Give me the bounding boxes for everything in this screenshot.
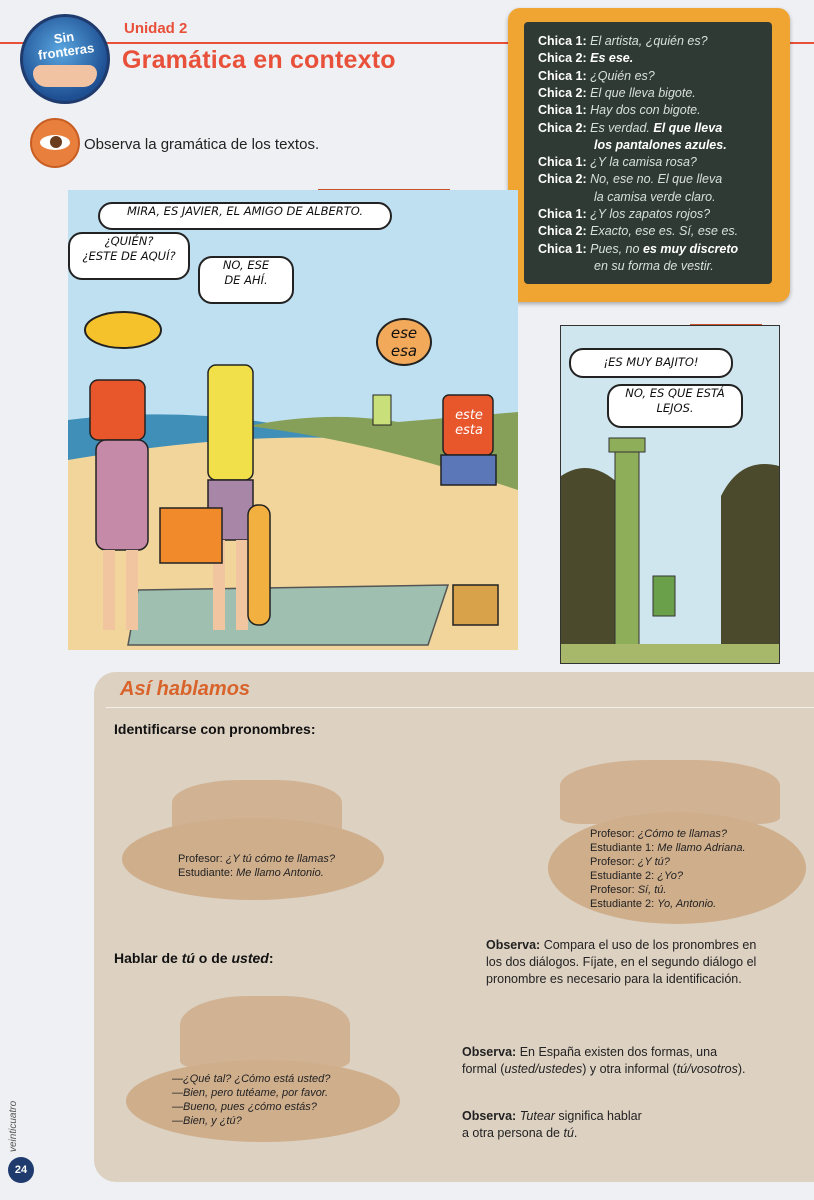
heading-part: usted xyxy=(231,950,269,966)
dialog-text: Sí, tú. xyxy=(637,884,667,896)
speaker-label: Chica 1: xyxy=(538,155,587,170)
observa-text: usted/ustedes xyxy=(504,1062,583,1076)
chalkboard-line xyxy=(594,190,716,204)
dialog-line xyxy=(178,866,335,880)
dialog-line: —Bien, y ¿tú? xyxy=(172,1115,242,1127)
bubble-line: NO, ES QUE ESTÁ xyxy=(625,386,725,400)
line-text: No, ese no. El que lleva xyxy=(590,172,723,187)
ball-word: ese xyxy=(390,324,418,342)
observa-text: . xyxy=(573,1126,578,1140)
eye-icon xyxy=(30,118,80,168)
dialog-text: ¿Yo? xyxy=(657,870,683,882)
chalkboard-line xyxy=(594,259,714,273)
line-text: Exacto, ese es. Sí, ese es. xyxy=(590,224,739,239)
dialog-text: Me llamo Antonio. xyxy=(236,867,324,879)
line-text: Pues, no xyxy=(590,241,640,256)
observa-text: tú xyxy=(563,1126,574,1140)
observa-label: Observa: xyxy=(462,1109,517,1123)
chalkboard-line xyxy=(538,155,697,169)
dialog-speaker: Estudiante: xyxy=(178,867,234,879)
speaker-label: Chica 1: xyxy=(538,103,587,118)
line-emphasis: Es ese. xyxy=(590,51,634,66)
beach-comic xyxy=(68,190,518,650)
ball-word: esa xyxy=(390,342,418,360)
observa-label: Observa: xyxy=(462,1045,517,1059)
instruction-text: Observa la gramática de los textos. xyxy=(84,136,320,153)
dialog-speaker: Estudiante 1: xyxy=(590,842,655,854)
people-silhouette xyxy=(560,760,780,824)
shirt-label xyxy=(446,408,492,438)
shirt-word: este xyxy=(455,408,483,423)
chalkboard-line xyxy=(538,69,655,83)
speaker-label: Chica 2: xyxy=(538,172,587,187)
chalkboard-line xyxy=(538,207,710,221)
speaker-label: Chica 2: xyxy=(538,224,587,239)
dialog-line xyxy=(590,869,746,883)
observa-text: ). xyxy=(737,1062,746,1076)
observa-text: formal ( xyxy=(462,1062,505,1076)
line-text: la camisa verde claro. xyxy=(594,189,716,204)
observa-text: Compara el uso de los pronombres en xyxy=(543,938,757,952)
speech-bubble-top: MIRA, ES JAVIER, EL AMIGO DE ALBERTO. xyxy=(98,202,392,230)
chalkboard-line xyxy=(538,103,701,117)
chalkboard-line xyxy=(538,86,696,100)
line-text: ¿Y la camisa rosa? xyxy=(590,155,697,170)
line-text: El artista, ¿quién es? xyxy=(590,34,708,48)
speech-bubble-man xyxy=(198,256,294,304)
page-word: veinticuatro xyxy=(8,1100,19,1152)
dialog-text: ¿Y tú cómo te llamas? xyxy=(225,853,335,865)
chalkboard-line xyxy=(538,172,722,186)
bubble-line: NO, ESE xyxy=(222,258,270,272)
observa-note-3 xyxy=(462,1108,642,1142)
people-silhouette xyxy=(180,996,350,1068)
observa-note-1 xyxy=(486,937,756,988)
dialog-speaker: Estudiante 2: xyxy=(590,870,655,882)
heading-part: : xyxy=(268,950,274,966)
speaker-label: Chica 2: xyxy=(538,85,587,100)
bubble-line: DE AHÍ. xyxy=(224,273,268,287)
line-text: Hay dos con bigote. xyxy=(590,103,701,118)
section-title: Así hablamos xyxy=(120,678,251,700)
people-silhouette xyxy=(172,780,342,836)
dialog-speaker: Profesor: xyxy=(590,884,635,896)
dialog-line: —¿Qué tal? ¿Cómo está usted? xyxy=(172,1073,331,1085)
observa-text: En España existen dos formas, una xyxy=(519,1045,718,1059)
ball-label xyxy=(376,318,432,366)
page-title: Gramática en contexto xyxy=(122,46,396,74)
bubble-line: ¿QUIÉN? xyxy=(104,234,154,248)
heading-identificarse: Identificarse con pronombres: xyxy=(114,721,316,737)
speech-bubble-lejos xyxy=(607,384,743,428)
observa-text: los dos diálogos. Fíjate, en el segundo diálogo el xyxy=(486,955,757,969)
dialog-line xyxy=(590,883,746,897)
dialog-line xyxy=(590,897,746,911)
line-text: ¿Y los zapatos rojos? xyxy=(590,207,711,221)
observa-text: a otra persona de xyxy=(462,1126,564,1140)
bubble-line: ¿ESTE DE AQUÍ? xyxy=(82,249,176,263)
speaker-label: Chica 1: xyxy=(538,241,587,256)
observa-label: Observa: xyxy=(486,938,541,952)
observa-note-2 xyxy=(462,1044,745,1078)
page-number: 24 xyxy=(8,1157,34,1183)
speech-bubble-bajito: ¡ES MUY BAJITO! xyxy=(569,348,733,378)
chalkboard-line xyxy=(594,138,727,152)
dialog-line xyxy=(590,827,746,841)
dialog-text: Yo, Antonio. xyxy=(657,898,717,910)
dialog-1 xyxy=(178,852,335,880)
dialog-3 xyxy=(172,1072,330,1128)
dialog-2 xyxy=(590,827,746,911)
speaker-label: Chica 1: xyxy=(538,34,587,48)
dialog-text: Me llamo Adriana. xyxy=(657,842,746,854)
logo-text: Sin fronteras xyxy=(37,28,96,63)
heading-part: tú xyxy=(181,950,195,966)
speaker-label: Chica 2: xyxy=(538,51,587,66)
chalkboard-line xyxy=(538,224,738,238)
observa-text: tú/vosotros xyxy=(676,1062,738,1076)
line-text: en su forma de vestir. xyxy=(594,258,714,273)
dialog-text: ¿Y tú? xyxy=(637,856,670,868)
speaker-label: Chica 1: xyxy=(538,207,587,221)
column-comic xyxy=(560,325,780,664)
line-text: El que lleva bigote. xyxy=(590,85,696,100)
unit-label: Unidad 2 xyxy=(124,20,188,37)
line-emphasis: los pantalones azules. xyxy=(594,137,727,152)
dialog-line xyxy=(178,852,335,866)
heading-part: Hablar de xyxy=(114,950,182,966)
dialog-line xyxy=(590,855,746,869)
bubble-line: LEJOS. xyxy=(656,401,694,415)
logo xyxy=(20,14,110,104)
chalkboard-line xyxy=(538,51,633,65)
dialog-speaker: Profesor: xyxy=(590,828,635,840)
observa-text: pronombre es necesario para la identificación. xyxy=(486,972,742,986)
chalkboard xyxy=(524,22,772,284)
observa-text: Tutear xyxy=(519,1109,555,1123)
speaker-label: Chica 1: xyxy=(538,68,587,83)
heading-tu-usted xyxy=(114,950,274,966)
observa-text: significa hablar xyxy=(558,1109,642,1123)
dialog-speaker: Estudiante 2: xyxy=(590,898,655,910)
speech-bubble-woman xyxy=(68,232,190,280)
dialog-text: ¿Cómo te llamas? xyxy=(637,828,727,840)
chalkboard-line xyxy=(538,34,708,48)
hand-icon xyxy=(33,65,97,87)
speaker-label: Chica 2: xyxy=(538,120,587,135)
shirt-word: esta xyxy=(455,423,483,438)
line-text: Es verdad. xyxy=(590,120,650,135)
dialog-line xyxy=(590,841,746,855)
heading-part: o de xyxy=(194,950,232,966)
chalkboard-line xyxy=(538,242,738,256)
observa-text: ) y otra informal ( xyxy=(582,1062,677,1076)
section-rule xyxy=(106,707,814,708)
dialog-speaker: Profesor: xyxy=(590,856,635,868)
dialog-speaker: Profesor: xyxy=(178,853,223,865)
dialog-line: —Bien, pero tutéame, por favor. xyxy=(172,1087,329,1099)
line-text: ¿Quién es? xyxy=(590,68,655,83)
line-emphasis: El que lleva xyxy=(653,120,723,135)
dialog-line: —Bueno, pues ¿cómo estás? xyxy=(172,1101,317,1113)
line-emphasis: es muy discreto xyxy=(642,241,739,256)
chalkboard-line xyxy=(538,121,722,135)
